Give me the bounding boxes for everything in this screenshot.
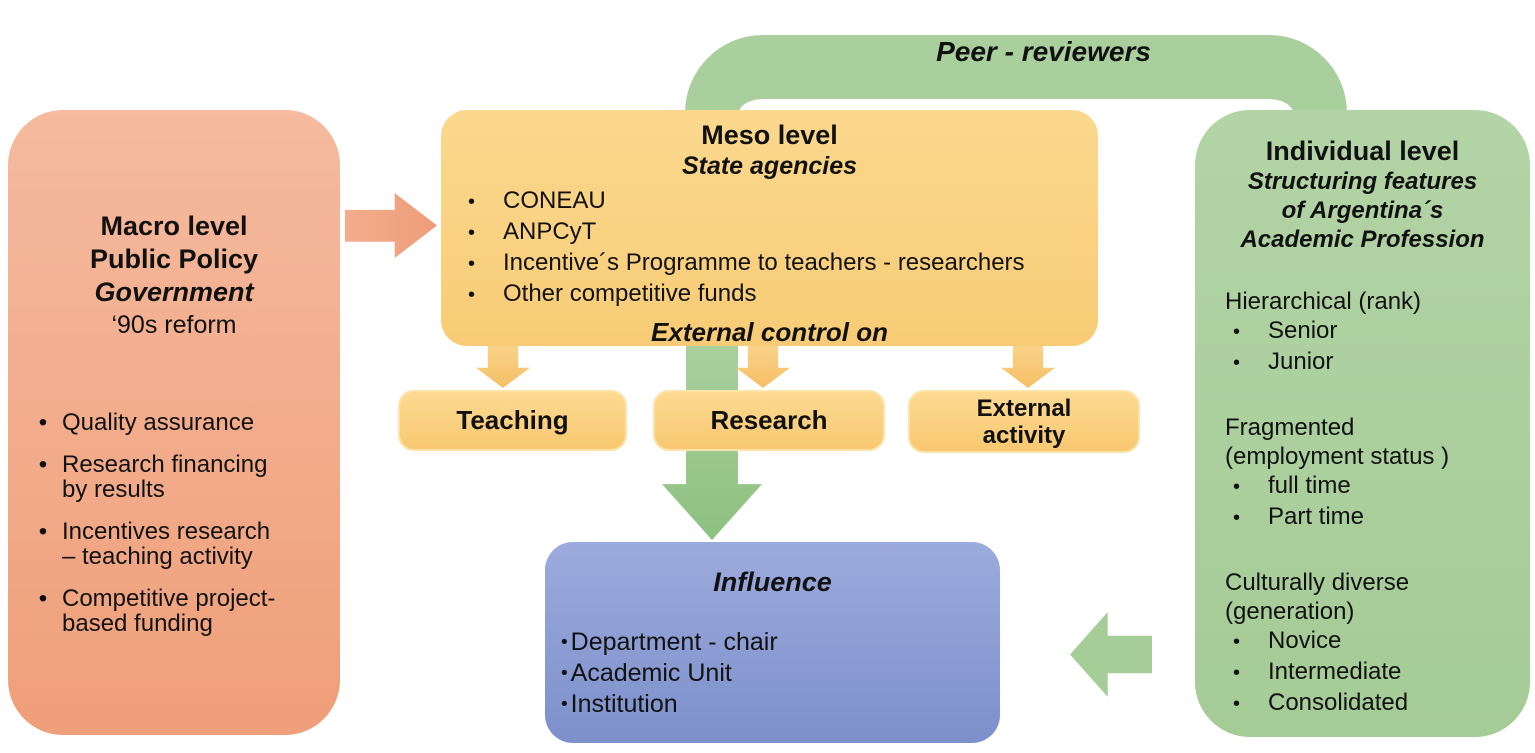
item-senior: • Senior: [1268, 317, 1338, 344]
list-item: [24, 519, 330, 569]
macro-bullet-list: [8, 410, 340, 636]
arrow-down-to-external-activity-icon: [1001, 345, 1055, 388]
meso-bullet-2: • ANPCyT: [503, 218, 597, 245]
list-item: [1233, 657, 1530, 688]
peer-reviewers-label: Peer - reviewers: [936, 36, 1151, 67]
list-item: [468, 279, 1098, 310]
individual-subtitle: [1195, 167, 1530, 254]
list-item: [1233, 502, 1530, 533]
list-item: [468, 186, 1098, 217]
influence-box: [545, 542, 1000, 743]
list-item: [24, 452, 330, 502]
external-activity-line1: External: [976, 394, 1072, 422]
individual-level-box: [1195, 110, 1530, 737]
teaching-label: Teaching: [456, 405, 569, 435]
individual-subtitle-line3: Academic Profession: [1240, 226, 1485, 253]
arrow-right-macro-to-meso-icon: [345, 193, 437, 258]
list-item: [1233, 688, 1530, 719]
external-activity-line2: activity: [982, 421, 1066, 449]
meso-bullet-4: • Other competitive funds: [503, 280, 757, 307]
group-fragmented-heading-line2: (employment status ): [1225, 443, 1450, 470]
meso-level-box: [441, 110, 1098, 346]
macro-note: ‘90s reform: [111, 311, 237, 339]
macro-level-box: [8, 110, 340, 735]
macro-title-line2: Public Policy: [89, 244, 259, 274]
meso-title: Meso level: [701, 120, 838, 150]
list-item: [1233, 347, 1530, 378]
list-item: [561, 658, 1000, 689]
influence-bullet-list: [545, 627, 1000, 720]
list-item: [468, 217, 1098, 248]
list-item: [1233, 471, 1530, 502]
macro-title-line1: Macro level: [100, 211, 248, 241]
external-control-label: External control on: [651, 317, 888, 347]
teaching-box: [398, 390, 627, 451]
group-culturally-diverse-list: [1225, 626, 1530, 719]
external-activity-label: [977, 395, 1072, 449]
macro-bullet-4-line1: • Competitive project-: [62, 585, 276, 612]
list-item: [561, 689, 1000, 720]
macro-bullet-2-line2: by results: [62, 476, 165, 503]
group-culturally-diverse-heading-line2: (generation): [1225, 598, 1355, 625]
item-novice: • Novice: [1268, 627, 1342, 654]
item-full-time: • full time: [1268, 472, 1351, 499]
group-fragmented-list: [1225, 471, 1530, 533]
macro-bullet-2-line1: • Research financing: [62, 451, 268, 478]
research-box: [653, 390, 885, 451]
macro-title-block: [8, 210, 340, 342]
list-item: [1233, 626, 1530, 657]
meso-bullet-list: [441, 186, 1098, 310]
influence-bullet-2: Academic Unit: [570, 659, 732, 687]
group-culturally-diverse-heading-line1: Culturally diverse: [1225, 569, 1410, 596]
individual-groups: [1195, 287, 1530, 719]
individual-title: Individual level: [1265, 136, 1460, 166]
influence-bullet-3: Institution: [570, 690, 678, 718]
macro-bullet-3-line1: • Incentives research: [62, 518, 271, 545]
item-consolidated: • Consolidated: [1268, 689, 1409, 716]
group-fragmented-heading-line1: Fragmented: [1225, 414, 1355, 441]
individual-subtitle-line2: of Argentina´s: [1281, 197, 1444, 224]
individual-subtitle-line1: Structuring features: [1247, 168, 1478, 195]
list-item: [24, 586, 330, 636]
macro-bullet-1: • Quality assurance: [62, 409, 255, 436]
external-activity-box: [908, 390, 1140, 453]
macro-bullet-3-line2: – teaching activity: [62, 543, 253, 570]
group-hierarchical-heading: Hierarchical (rank): [1225, 288, 1422, 315]
meso-bullet-3: • Incentive´s Programme to teachers - researchers: [503, 249, 1025, 276]
macro-subtitle: Government: [94, 277, 254, 307]
group-hierarchical: [1225, 287, 1530, 378]
arrow-down-to-research-icon: [736, 345, 790, 388]
group-culturally-diverse: [1225, 568, 1530, 719]
influence-bullet-1: Department - chair: [570, 628, 778, 656]
meso-subtitle: State agencies: [681, 152, 858, 180]
meso-bullet-1: • CONEAU: [503, 187, 606, 214]
list-item: [561, 627, 1000, 658]
list-item: [24, 410, 330, 435]
group-hierarchical-list: [1225, 316, 1530, 378]
list-item: [1233, 316, 1530, 347]
list-item: [468, 248, 1098, 279]
arrow-left-individual-to-influence-icon: [1070, 612, 1152, 697]
influence-title: Influence: [713, 567, 832, 597]
research-label: Research: [710, 405, 828, 435]
group-fragmented: [1225, 413, 1530, 533]
item-part-time: • Part time: [1268, 503, 1365, 530]
item-intermediate: • Intermediate: [1268, 658, 1402, 685]
macro-bullet-4-line2: based funding: [62, 610, 213, 637]
item-junior: • Junior: [1268, 348, 1334, 375]
arrow-down-to-teaching-icon: [476, 345, 530, 388]
